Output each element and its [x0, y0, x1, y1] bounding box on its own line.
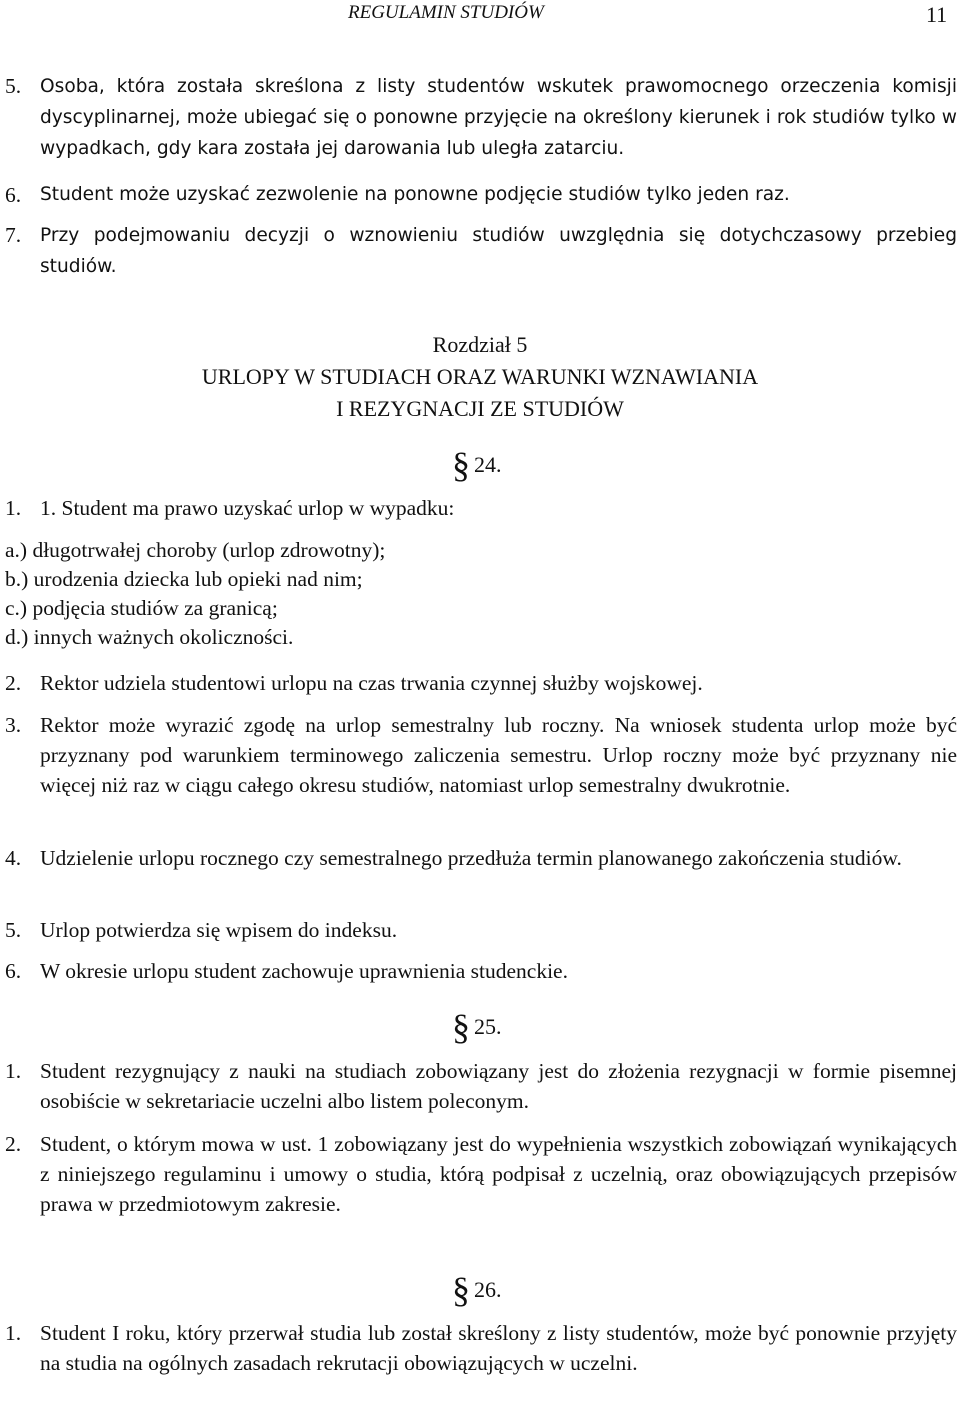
chapter-number: Rozdział 5	[432, 332, 528, 357]
item-number: 1.	[5, 1321, 22, 1345]
s24-item-6	[0, 956, 957, 986]
section-mark: §	[452, 1270, 470, 1310]
s24-item-4	[0, 843, 957, 873]
item-text: 1. Student ma prawo uzyskać urlop w wypadku:	[40, 496, 455, 520]
chapter-title-line1: URLOPY W STUDIACH ORAZ WARUNKI WZNAWIANIA	[201, 364, 759, 389]
item-text: Urlop potwierdza się wpisem do indeksu.	[40, 918, 398, 942]
paragraph-7	[0, 220, 957, 282]
item-number: 4.	[5, 846, 22, 870]
item-number: 1.	[5, 496, 22, 520]
item-number: 5.	[5, 918, 22, 942]
item-text: Udzielenie urlopu rocznego czy semestralnego przedłuża termin planowanego zakończenia studiów.	[40, 846, 902, 870]
item-text: Student, o którym mowa w ust. 1 zobowiązany jest do wypełnienia wszystkich zobowiązań wynikających z niniejszego regulaminu i umowy o studia, którą podpisał z uczelnią, oraz obowiązujących przepisów prawa w przedmiotowym zakresie.	[40, 1132, 957, 1216]
item-text: Student rezygnujący z nauki na studiach zobowiązany jest do złożenia rezygnacji w formie pisemnej osobiście w sekretariacie uczelni albo listem poleconym.	[40, 1059, 957, 1113]
section-number: 25.	[474, 1014, 502, 1039]
section-mark: §	[452, 1007, 470, 1047]
item-text: Rektor może wyrazić zgodę na urlop semestralny lub roczny. Na wniosek studenta urlop może być przyznany pod warunkiem terminowego zaliczenia semestru. Urlop roczny może być przyznany nie więcej niż raz w ciągu całego okresu studiów, natomiast urlop semestralny dwukrotnie.	[40, 713, 957, 797]
subitem-text: b.) urodzenia dziecka lub opieki nad nim;	[5, 567, 363, 591]
section-number: 26.	[474, 1277, 502, 1302]
item-text: Rektor udziela studentowi urlopu na czas trwania czynnej służby wojskowej.	[40, 671, 703, 695]
s24-item-3	[0, 710, 957, 800]
item-number: 3.	[5, 713, 22, 737]
s24-item-2	[0, 668, 957, 698]
item-text: Osoba, która została skreślona z listy studentów wskutek prawomocnego orzeczenia komisji dyscyplinarnej, może ubiegać się o ponowne przyjęcie na określony kierunek i rok studiów tylko w wypadkach, gdy kara została jej darowania lub uległa zatarciu.	[40, 76, 957, 159]
paragraph-5	[0, 71, 957, 164]
running-header: REGULAMIN STUDIÓW	[348, 2, 544, 23]
subitem-text: d.) innych ważnych okoliczności.	[5, 625, 294, 649]
item-text: Student może uzyskać zezwolenie na ponowne podjęcie studiów tylko jeden raz.	[40, 184, 790, 205]
item-text: W okresie urlopu student zachowuje uprawnienia studenckie.	[40, 959, 568, 983]
chapter-title-line2: I REZYGNACJI ZE STUDIÓW	[336, 396, 624, 421]
item-number: 6.	[5, 959, 22, 983]
item-number: 1.	[5, 1059, 22, 1083]
item-number: 2.	[5, 1132, 22, 1156]
paragraph-6	[0, 180, 957, 210]
section-mark: §	[452, 445, 470, 485]
subitem-text: a.) długotrwałej choroby (urlop zdrowotny);	[5, 538, 386, 562]
item-number: 5.	[5, 74, 22, 98]
item-number: 7.	[5, 223, 22, 247]
s25-item-1	[0, 1056, 957, 1116]
page-number: 11	[926, 2, 948, 27]
item-number: 2.	[5, 671, 22, 695]
s24-item-5	[0, 915, 957, 945]
s25-item-2	[0, 1129, 957, 1219]
subitem-text: c.) podjęcia studiów za granicą;	[5, 596, 278, 620]
s26-item-1	[0, 1318, 957, 1378]
item-number: 6.	[5, 183, 22, 207]
item-text: Przy podejmowaniu decyzji o wznowieniu studiów uwzględnia się dotychczasowy przebieg studiów.	[40, 225, 957, 277]
item-text: Student I roku, który przerwał studia lub został skreślony z listy studentów, może być ponownie przyjęty na studia na ogólnych zasadach rekrutacji obowiązujących w uczelni.	[40, 1321, 957, 1375]
section-number: 24.	[474, 452, 502, 477]
